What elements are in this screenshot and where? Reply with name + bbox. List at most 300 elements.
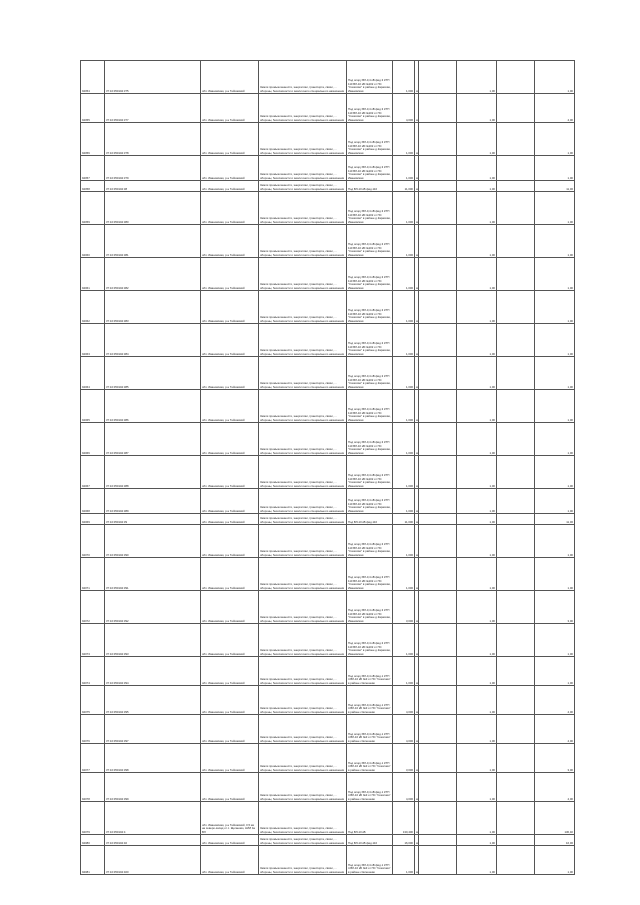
cadastral-number-cell: 37:10:050104:385: [105, 357, 201, 390]
quantity-cell: 1,000: [393, 525, 415, 558]
empty-cell: [497, 258, 535, 291]
empty-cell: [497, 489, 535, 514]
unit-cell: м: [415, 456, 419, 489]
quantity-cell: 11,000: [393, 514, 415, 525]
description-cell: Под опору ВЛ-0,4 кВ фид.3 КТП 110 ВЛ-10 кВ №102 от ПС "Сокатово" в районе д.Карасово, Ивановская: [347, 94, 393, 123]
table-row: [81, 846, 575, 875]
price-cell: 1,00: [457, 835, 497, 846]
cadastral-number-cell: 37:10:050104:384: [105, 324, 201, 357]
unit-cell: м: [415, 156, 419, 181]
unit-cell: м: [415, 225, 419, 258]
table-row: [81, 514, 575, 525]
table-row: [81, 181, 575, 192]
price-cell: 1,00: [457, 489, 497, 514]
empty-cell: [497, 291, 535, 324]
land-category-cell: Земли промышленности, энергетики, транспорта, связи, ... обороны, безопасности и земли иного специального назначения: [259, 525, 347, 558]
price-cell: 1,00: [457, 558, 497, 591]
unit-cell: м: [415, 357, 419, 390]
empty-cell: [419, 192, 457, 225]
cadastral-number-cell: 37:10:050104:389: [105, 489, 201, 514]
price-cell: 1,00: [457, 225, 497, 258]
row-id-cell: 94073: [81, 624, 105, 657]
empty-cell: [497, 456, 535, 489]
description-cell: Под опору ВЛ-0,4 кВ фид.3 КТП 110 ВЛ-10 кВ №102 от ПС "Сокатово" в районе д.Карасово, Ивановская: [347, 489, 393, 514]
total-cell: 1,00: [535, 61, 575, 94]
spreadsheet-page: [80, 60, 574, 875]
table-row: [81, 123, 575, 156]
total-cell: 1,00: [535, 225, 575, 258]
table-row: [81, 156, 575, 181]
empty-cell: [497, 225, 535, 258]
quantity-cell: 11,000: [393, 181, 415, 192]
price-cell: 1,00: [457, 357, 497, 390]
empty-cell: [497, 558, 535, 591]
empty-cell: [497, 846, 535, 875]
quantity-cell: 1,000: [393, 423, 415, 456]
land-category-cell: Земли промышленности, энергетики, транспорта, связи, ... обороны, безопасности и земли иного специального назначения: [259, 357, 347, 390]
description-cell: Под ВЛ-10 кВ: [347, 802, 393, 835]
cadastral-number-cell: 37:10:050104:380: [105, 192, 201, 225]
empty-cell: [419, 657, 457, 686]
row-id-cell: 94060: [81, 225, 105, 258]
land-category-cell: Земли промышленности, энергетики, транспорта, связи, ... обороны, безопасности и земли иного специального назначения: [259, 744, 347, 773]
quantity-cell: 4,000: [393, 94, 415, 123]
table-row: [81, 192, 575, 225]
price-cell: 1,00: [457, 423, 497, 456]
description-cell: Под опору ВЛ-0,4 кВ фид.3 КТП 110 ВЛ-10 кВ №102 от ПС "Сокатово" в районе д.Карасово, Ивановская: [347, 558, 393, 591]
cadastral-number-cell: 37:10:050104:377: [105, 94, 201, 123]
quantity-cell: 1,000: [393, 192, 415, 225]
unit-cell: м: [415, 514, 419, 525]
cadastral-number-cell: 37:10:050104:40: [105, 835, 201, 846]
total-cell: 3,00: [535, 744, 575, 773]
land-category-cell: Земли промышленности, энергетики, транспорта, связи, ... обороны, безопасности и земли иного специального назначения: [259, 657, 347, 686]
empty-cell: [419, 686, 457, 715]
empty-cell: [419, 61, 457, 94]
land-category-cell: Земли промышленности, энергетики, транспорта, связи, ... обороны, безопасности и земли иного специального назначения: [259, 390, 347, 423]
total-cell: 4,00: [535, 715, 575, 744]
table-row: [81, 525, 575, 558]
row-id-cell: 94069: [81, 514, 105, 525]
address-cell: обл. Ивановская, р-н Тейковский: [201, 94, 259, 123]
cadastral-number-cell: 37:10:050104:4: [105, 802, 201, 835]
description-cell: Под опору ВЛ-0,4 кВ фид.1 КТП 4 ВЛ-10 кВ №3 от ПС "Сокатово" в районе с.Елюшево: [347, 773, 393, 802]
table-row: [81, 94, 575, 123]
price-cell: 1,00: [457, 390, 497, 423]
cadastral-number-cell: 37:10:050104:375: [105, 61, 201, 94]
cadastral-number-cell: 37:10:050104:388: [105, 456, 201, 489]
cadastral-number-cell: 37:10:050104:391: [105, 558, 201, 591]
description-cell: Под опору ВЛ-0,4 кВ фид.3 КТП 110 ВЛ-10 кВ №102 от ПС "Сокатово" в районе д.Карасово, Ивановская: [347, 423, 393, 456]
price-cell: 1,00: [457, 94, 497, 123]
description-cell: Под опору ВЛ-0,4 кВ фид.3 КТП 110 ВЛ-10 кВ №102 от ПС "Сокатово" в районе д.Карасово, Ивановская: [347, 357, 393, 390]
row-id-cell: 94067: [81, 456, 105, 489]
quantity-cell: 1,000: [393, 657, 415, 686]
total-cell: 1,00: [535, 423, 575, 456]
address-cell: обл. Ивановская, р-н Тейковский: [201, 835, 259, 846]
total-cell: 4,00: [535, 94, 575, 123]
land-category-cell: Земли промышленности, энергетики, транспорта, связи, ... обороны, безопасности и земли иного специального назначения: [259, 423, 347, 456]
total-cell: 4,00: [535, 686, 575, 715]
address-cell: обл. Ивановская, р-н Тейковский: [201, 715, 259, 744]
table-row: [81, 624, 575, 657]
empty-cell: [497, 357, 535, 390]
description-cell: Под опору ВЛ-0,4 кВ фид.3 КТП 110 ВЛ-10 кВ №102 от ПС "Сокатово" в районе д.Карасово, Ивановская: [347, 324, 393, 357]
land-category-cell: Земли промышленности, энергетики, транспорта, связи, ... обороны, безопасности и земли иного специального назначения: [259, 456, 347, 489]
row-id-cell: 94070: [81, 525, 105, 558]
quantity-cell: 1,000: [393, 258, 415, 291]
price-cell: 1,00: [457, 324, 497, 357]
description-cell: Под опору ВЛ-0,4 кВ фид.1 КТП 4 ВЛ-10 кВ №3 от ПС "Сокатово" в районе с.Елюшево: [347, 744, 393, 773]
address-cell: обл. Ивановская, р-н Тейковский: [201, 291, 259, 324]
description-cell: Под опору ВЛ-0,4 кВ фид.3 КТП 110 ВЛ-10 кВ №102 от ПС "Сокатово" в районе д.Карасово, Ивановская: [347, 156, 393, 181]
row-id-cell: 94079: [81, 802, 105, 835]
empty-cell: [497, 624, 535, 657]
land-category-cell: Земли промышленности, энергетики, транспорта, связи, ... обороны, безопасности и земли иного специального назначения: [259, 181, 347, 192]
total-cell: 1,00: [535, 558, 575, 591]
row-id-cell: 94062: [81, 291, 105, 324]
table-row: [81, 291, 575, 324]
empty-cell: [419, 123, 457, 156]
price-cell: 1,00: [457, 591, 497, 624]
empty-cell: [497, 802, 535, 835]
description-cell: Под опору ВЛ-0,4 кВ фид.3 КТП 110 ВЛ-10 кВ №102 от ПС "Сокатово" в районе д.Карасово, Ивановская: [347, 192, 393, 225]
table-row: [81, 489, 575, 514]
empty-cell: [497, 390, 535, 423]
row-id-cell: 94076: [81, 715, 105, 744]
quantity-cell: 4,000: [393, 686, 415, 715]
address-cell: обл. Ивановская, р-н Тейковский: [201, 846, 259, 875]
table-row: [81, 558, 575, 591]
empty-cell: [497, 686, 535, 715]
price-cell: 1,00: [457, 258, 497, 291]
unit-cell: м: [415, 624, 419, 657]
quantity-cell: 3,000: [393, 591, 415, 624]
total-cell: 1,00: [535, 525, 575, 558]
empty-cell: [419, 744, 457, 773]
land-category-cell: Земли промышленности, энергетики, транспорта, связи, ... обороны, безопасности и земли иного специального назначения: [259, 291, 347, 324]
address-cell: обл. Ивановская, р-н Тейковский: [201, 686, 259, 715]
unit-cell: м: [415, 61, 419, 94]
description-cell: Под опору ВЛ-0,4 кВ фид.3 КТП 110 ВЛ-10 кВ №102 от ПС "Сокатово" в районе д.Карасово, Ивановская: [347, 624, 393, 657]
empty-cell: [419, 94, 457, 123]
land-category-cell: Земли промышленности, энергетики, транспорта, связи, ... обороны, безопасности и земли иного специального назначения: [259, 123, 347, 156]
empty-cell: [419, 846, 457, 875]
total-cell: 1,00: [535, 324, 575, 357]
land-category-cell: Земли промышленности, энергетики, транспорта, связи, ... обороны, безопасности и земли иного специального назначения: [259, 61, 347, 94]
unit-cell: м: [415, 291, 419, 324]
address-cell: обл. Ивановская, р-н Тейковский: [201, 514, 259, 525]
address-cell: обл. Ивановская, р-н Тейковский: [201, 744, 259, 773]
empty-cell: [419, 357, 457, 390]
land-category-cell: Земли промышленности, энергетики, транспорта, связи, ... обороны, безопасности и земли иного специального назначения: [259, 802, 347, 835]
empty-cell: [419, 489, 457, 514]
quantity-cell: 1,000: [393, 123, 415, 156]
unit-cell: м: [415, 657, 419, 686]
land-category-cell: Земли промышленности, энергетики, транспорта, связи, ... обороны, безопасности и земли иного специального назначения: [259, 489, 347, 514]
quantity-cell: 130,400: [393, 802, 415, 835]
address-cell: обл. Ивановская, р-н Тейковский: [201, 423, 259, 456]
price-cell: 1,00: [457, 773, 497, 802]
cadastral-number-cell: 37:10:050104:400: [105, 846, 201, 875]
row-id-cell: 94074: [81, 657, 105, 686]
description-cell: Под ВЛ-10 кВ фид.110: [347, 181, 393, 192]
empty-cell: [419, 773, 457, 802]
empty-cell: [419, 591, 457, 624]
price-cell: 1,00: [457, 61, 497, 94]
empty-cell: [497, 525, 535, 558]
unit-cell: м: [415, 525, 419, 558]
empty-cell: [497, 324, 535, 357]
price-cell: 1,00: [457, 291, 497, 324]
row-id-cell: 94080: [81, 835, 105, 846]
empty-cell: [419, 258, 457, 291]
row-id-cell: 94065: [81, 390, 105, 423]
land-category-cell: Земли промышленности, энергетики, транспорта, связи, ... обороны, безопасности и земли иного специального назначения: [259, 624, 347, 657]
address-cell: обл. Ивановская, р-н Тейковский: [201, 591, 259, 624]
unit-cell: м: [415, 591, 419, 624]
table-row: [81, 225, 575, 258]
land-category-cell: Земли промышленности, энергетики, транспорта, связи, ... обороны, безопасности и земли иного специального назначения: [259, 258, 347, 291]
price-cell: 1,00: [457, 192, 497, 225]
quantity-cell: 4,000: [393, 715, 415, 744]
land-category-cell: Земли промышленности, энергетики, транспорта, связи, ... обороны, безопасности и земли иного специального назначения: [259, 225, 347, 258]
empty-cell: [497, 835, 535, 846]
empty-cell: [497, 123, 535, 156]
cadastral-number-cell: 37:10:050104:381: [105, 225, 201, 258]
quantity-cell: 1,000: [393, 61, 415, 94]
description-cell: Под опору ВЛ-0,4 кВ фид.1 КТП 4 ВЛ-10 кВ №3 от ПС "Сокатово" в районе с.Елюшево: [347, 846, 393, 875]
unit-cell: м: [415, 773, 419, 802]
empty-cell: [497, 192, 535, 225]
address-cell: обл. Ивановская, р-н Тейковский: [201, 657, 259, 686]
empty-cell: [497, 773, 535, 802]
row-id-cell: 94055: [81, 94, 105, 123]
table-row: [81, 591, 575, 624]
empty-cell: [419, 835, 457, 846]
cadastral-number-cell: 37:10:050104:379: [105, 156, 201, 181]
price-cell: 1,00: [457, 624, 497, 657]
address-cell: обл. Ивановская, р-н Тейковский: [201, 773, 259, 802]
quantity-cell: 1,000: [393, 225, 415, 258]
row-id-cell: 94061: [81, 258, 105, 291]
price-cell: 1,00: [457, 846, 497, 875]
empty-cell: [419, 715, 457, 744]
land-category-cell: Земли промышленности, энергетики, транспорта, связи, ... обороны, безопасности и земли иного специального назначения: [259, 558, 347, 591]
price-cell: 1,00: [457, 715, 497, 744]
table-row: [81, 686, 575, 715]
table-row: [81, 456, 575, 489]
total-cell: 1,00: [535, 390, 575, 423]
row-id-cell: 94063: [81, 324, 105, 357]
cadastral-number-cell: 37:10:050104:395: [105, 686, 201, 715]
quantity-cell: 16,000: [393, 835, 415, 846]
price-cell: 1,00: [457, 686, 497, 715]
address-cell: обл. Ивановская, р-н Тейковский: [201, 390, 259, 423]
description-cell: Под опору ВЛ-0,4 кВ фид.3 КТП 110 ВЛ-10 кВ №102 от ПС "Сокатово" в районе д.Карасово, Ивановская: [347, 258, 393, 291]
address-cell: обл. Ивановская, р-н Тейковский, 0,5 км на северо-запад от с. Щеганово, НИИ 4а ВЛ: [201, 802, 259, 835]
description-cell: Под опору ВЛ-0,4 кВ фид.3 КТП 110 ВЛ-10 кВ №102 от ПС "Сокатово" в районе д.Карасово, Ивановская: [347, 456, 393, 489]
cadastral-number-cell: 37:10:050104:394: [105, 657, 201, 686]
total-cell: 16,00: [535, 835, 575, 846]
price-cell: 1,00: [457, 456, 497, 489]
land-category-cell: Земли промышленности, энергетики, транспорта, связи, ... обороны, безопасности и земли иного специального назначения: [259, 514, 347, 525]
empty-cell: [419, 156, 457, 181]
table-row: [81, 258, 575, 291]
cadastral-number-cell: 37:10:050104:397: [105, 715, 201, 744]
description-cell: Под опору ВЛ-0,4 кВ фид.1 КТП 4 ВЛ-10 кВ №3 от ПС "Сокатово" в районе с.Елюшево: [347, 715, 393, 744]
unit-cell: м: [415, 686, 419, 715]
land-category-cell: Земли промышленности, энергетики, транспорта, связи, ... обороны, безопасности и земли иного специального назначения: [259, 192, 347, 225]
row-id-cell: 94078: [81, 773, 105, 802]
empty-cell: [419, 525, 457, 558]
empty-cell: [419, 802, 457, 835]
cadastral-number-cell: 37:10:050104:390: [105, 525, 201, 558]
row-id-cell: 94068: [81, 489, 105, 514]
quantity-cell: 1,000: [393, 456, 415, 489]
quantity-cell: 1,000: [393, 324, 415, 357]
quantity-cell: 1,000: [393, 357, 415, 390]
cadastral-number-cell: 37:10:050104:383: [105, 291, 201, 324]
empty-cell: [497, 94, 535, 123]
unit-cell: м: [415, 846, 419, 875]
unit-cell: м: [415, 835, 419, 846]
address-cell: обл. Ивановская, р-н Тейковский: [201, 525, 259, 558]
description-cell: Под ВЛ-10 кВ фид.110: [347, 514, 393, 525]
table-row: [81, 423, 575, 456]
cadastral-number-cell: 37:10:050104:38: [105, 181, 201, 192]
quantity-cell: 1,000: [393, 624, 415, 657]
table-row: [81, 744, 575, 773]
quantity-cell: 1,000: [393, 291, 415, 324]
table-row: [81, 324, 575, 357]
price-cell: 1,00: [457, 744, 497, 773]
land-category-cell: Земли промышленности, энергетики, транспорта, связи, ... обороны, безопасности и земли иного специального назначения: [259, 591, 347, 624]
unit-cell: м: [415, 192, 419, 225]
land-category-cell: Земли промышленности, энергетики, транспорта, связи, ... обороны, безопасности и земли иного специального назначения: [259, 94, 347, 123]
row-id-cell: 94066: [81, 423, 105, 456]
empty-cell: [419, 324, 457, 357]
table-row: [81, 390, 575, 423]
empty-cell: [419, 456, 457, 489]
total-cell: 1,00: [535, 489, 575, 514]
row-id-cell: 94081: [81, 846, 105, 875]
address-cell: обл. Ивановская, р-н Тейковский: [201, 456, 259, 489]
empty-cell: [497, 514, 535, 525]
quantity-cell: 1,000: [393, 846, 415, 875]
unit-cell: м: [415, 390, 419, 423]
row-id-cell: 94075: [81, 686, 105, 715]
quantity-cell: 1,000: [393, 489, 415, 514]
address-cell: обл. Ивановская, р-н Тейковский: [201, 192, 259, 225]
quantity-cell: 1,000: [393, 156, 415, 181]
land-category-cell: Земли промышленности, энергетики, транспорта, связи, ... обороны, безопасности и земли иного специального назначения: [259, 686, 347, 715]
total-cell: 1,00: [535, 456, 575, 489]
unit-cell: м: [415, 802, 419, 835]
quantity-cell: 1,000: [393, 558, 415, 591]
empty-cell: [497, 657, 535, 686]
empty-cell: [419, 514, 457, 525]
table-row: [81, 773, 575, 802]
address-cell: обл. Ивановская, р-н Тейковский: [201, 123, 259, 156]
total-cell: 11,00: [535, 181, 575, 192]
row-id-cell: 94059: [81, 192, 105, 225]
address-cell: обл. Ивановская, р-н Тейковский: [201, 489, 259, 514]
unit-cell: м: [415, 558, 419, 591]
table-row: [81, 357, 575, 390]
empty-cell: [497, 61, 535, 94]
empty-cell: [419, 390, 457, 423]
address-cell: обл. Ивановская, р-н Тейковский: [201, 181, 259, 192]
table-row: [81, 715, 575, 744]
land-category-cell: Земли промышленности, энергетики, транспорта, связи, ... обороны, безопасности и земли иного специального назначения: [259, 156, 347, 181]
price-cell: 1,00: [457, 514, 497, 525]
land-category-cell: Земли промышленности, энергетики, транспорта, связи, ... обороны, безопасности и земли иного специального назначения: [259, 715, 347, 744]
row-id-cell: 94056: [81, 123, 105, 156]
total-cell: 1,00: [535, 624, 575, 657]
total-cell: 1,00: [535, 846, 575, 875]
price-cell: 1,00: [457, 156, 497, 181]
unit-cell: м: [415, 324, 419, 357]
land-plot-table: [80, 60, 575, 875]
empty-cell: [497, 591, 535, 624]
empty-cell: [419, 225, 457, 258]
cadastral-number-cell: 37:10:050104:382: [105, 258, 201, 291]
total-cell: 130,40: [535, 802, 575, 835]
unit-cell: м: [415, 489, 419, 514]
empty-cell: [419, 558, 457, 591]
empty-cell: [497, 715, 535, 744]
description-cell: Под ВЛ-10 кВ фид.110: [347, 835, 393, 846]
unit-cell: м: [415, 94, 419, 123]
total-cell: 1,00: [535, 291, 575, 324]
empty-cell: [497, 423, 535, 456]
total-cell: 1,00: [535, 258, 575, 291]
table-row: [81, 835, 575, 846]
total-cell: 1,00: [535, 123, 575, 156]
total-cell: 11,00: [535, 514, 575, 525]
description-cell: Под опору ВЛ-0,4 кВ фид.3 КТП 110 ВЛ-10 кВ №102 от ПС "Сокатово" в районе д.Карасово, Ивановская: [347, 591, 393, 624]
empty-cell: [419, 423, 457, 456]
quantity-cell: 3,000: [393, 744, 415, 773]
unit-cell: м: [415, 258, 419, 291]
empty-cell: [497, 181, 535, 192]
address-cell: обл. Ивановская, р-н Тейковский: [201, 624, 259, 657]
description-cell: Под опору ВЛ-0,4 кВ фид.3 КТП 110 ВЛ-10 кВ №102 от ПС "Сокатово" в районе д.Карасово, Ивановская: [347, 390, 393, 423]
price-cell: 1,00: [457, 123, 497, 156]
address-cell: обл. Ивановская, р-н Тейковский: [201, 225, 259, 258]
row-id-cell: 94071: [81, 558, 105, 591]
address-cell: обл. Ивановская, р-н Тейковский: [201, 324, 259, 357]
row-id-cell: 94058: [81, 181, 105, 192]
price-cell: 1,00: [457, 802, 497, 835]
row-id-cell: 94064: [81, 357, 105, 390]
empty-cell: [419, 291, 457, 324]
empty-cell: [419, 181, 457, 192]
land-category-cell: Земли промышленности, энергетики, транспорта, связи, ... обороны, безопасности и земли иного специального назначения: [259, 773, 347, 802]
address-cell: обл. Ивановская, р-н Тейковский: [201, 61, 259, 94]
address-cell: обл. Ивановская, р-н Тейковский: [201, 156, 259, 181]
description-cell: Под опору ВЛ-0,4 кВ фид.3 КТП 110 ВЛ-10 кВ №102 от ПС "Сокатово" в районе д.Карасово, Ивановская: [347, 61, 393, 94]
cadastral-number-cell: 37:10:050104:399: [105, 773, 201, 802]
empty-cell: [497, 744, 535, 773]
description-cell: Под опору ВЛ-0,4 кВ фид.3 КТП 110 ВЛ-10 кВ №102 от ПС "Сокатово" в районе д.Карасово, Ивановская: [347, 225, 393, 258]
description-cell: Под опору ВЛ-0,4 кВ фид.1 КТП 4 ВЛ-10 кВ №3 от ПС "Сокатово" в районе с.Елюшево: [347, 657, 393, 686]
cadastral-number-cell: 37:10:050104:393: [105, 624, 201, 657]
quantity-cell: 1,000: [393, 390, 415, 423]
unit-cell: м: [415, 123, 419, 156]
price-cell: 1,00: [457, 657, 497, 686]
